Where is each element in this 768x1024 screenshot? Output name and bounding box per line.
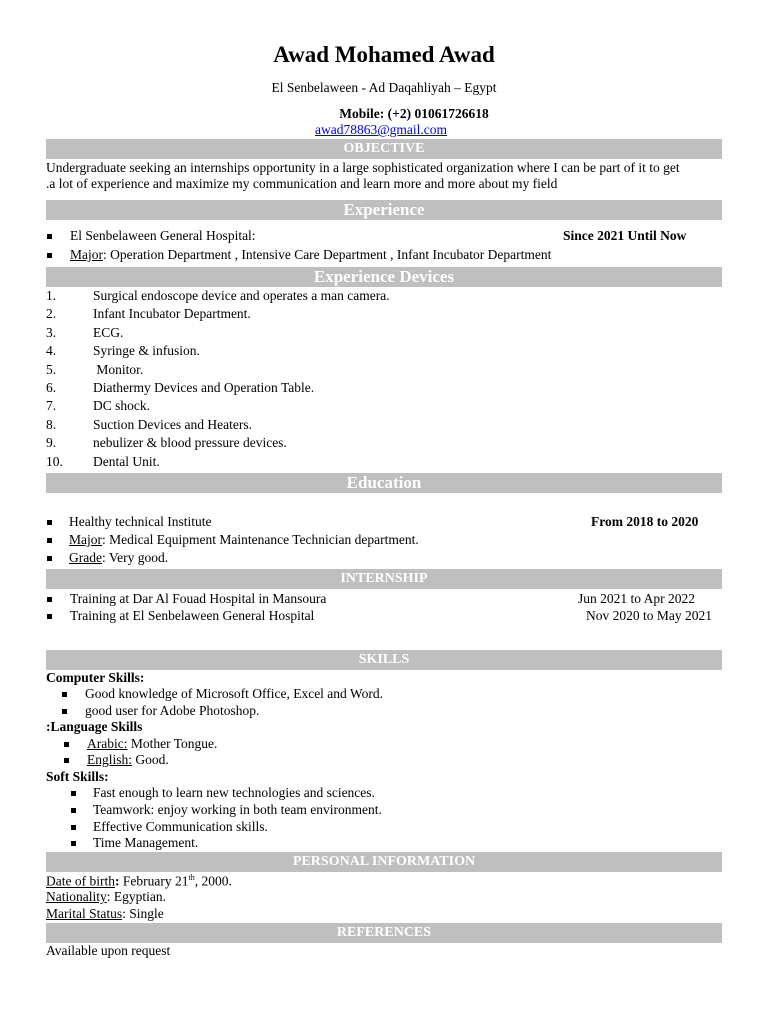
education-institute: Healthy technical Institute (69, 514, 212, 529)
device-number: 7. (46, 398, 57, 413)
bullet-icon (71, 825, 76, 830)
computer-skill-item: good user for Adobe Photoshop. (85, 703, 260, 718)
bullet-icon (62, 709, 67, 714)
experience-period: Since 2021 Until Now (563, 228, 687, 243)
internship-item: Training at Dar Al Fouad Hospital in Mansoura (70, 591, 327, 606)
soft-skills-heading: Soft Skills: (46, 769, 109, 784)
soft-skill-item: Time Management. (93, 835, 199, 850)
bullet-icon (64, 742, 69, 747)
english-value: Good. (132, 752, 169, 767)
experience-major-value: : Operation Department , Intensive Care Department , Infant Incubator Department (103, 247, 552, 262)
soft-skill-item: Fast enough to learn new technologies and sciences. (93, 785, 375, 800)
device-item: Diathermy Devices and Operation Table. (93, 380, 315, 395)
device-item: Syringe & infusion. (93, 343, 200, 358)
internship-period: Jun 2021 to Apr 2022 (578, 591, 696, 606)
experience-major (70, 247, 551, 263)
objective-line-2: .a lot of experience and maximize my communication and learn more and more about my field (46, 176, 558, 191)
marital-value: : Single (122, 906, 164, 921)
internship-header: INTERNSHIP (46, 569, 722, 589)
language-english (87, 752, 169, 768)
device-number: 2. (46, 306, 57, 321)
nationality-label: Nationality (46, 889, 107, 904)
dob-sup: th (188, 873, 195, 882)
bullet-icon (47, 538, 52, 543)
personal-info-header: PERSONAL INFORMATION (46, 852, 722, 872)
device-number: 4. (46, 343, 57, 358)
device-number: 9. (46, 435, 57, 450)
soft-skill-item: Effective Communication skills. (93, 819, 268, 834)
education-grade-label: Grade (69, 550, 102, 565)
bullet-icon (64, 758, 69, 763)
references-header: REFERENCES (46, 923, 722, 943)
english-label: English: (87, 752, 133, 767)
education-major-label: Major (69, 532, 102, 547)
dob-value-post: , 2000. (194, 873, 232, 889)
education-period: From 2018 to 2020 (591, 514, 699, 529)
education-grade (69, 550, 168, 566)
education-header: Education (46, 473, 722, 493)
language-arabic (87, 736, 217, 752)
marital-label: Marital Status (46, 906, 123, 921)
references-text: Available upon request (46, 943, 171, 958)
nationality-value: : Egyptian. (106, 889, 166, 904)
device-item: ECG. (93, 325, 124, 340)
device-item: Monitor. (93, 362, 144, 377)
device-number: 6. (46, 380, 57, 395)
dob-label: Date of birth (46, 873, 115, 889)
bullet-icon (62, 692, 67, 697)
bullet-icon (47, 597, 52, 602)
address: El Senbelaween - Ad Daqahliyah – Egypt (271, 80, 497, 95)
device-number: 5. (46, 362, 57, 377)
date-of-birth (46, 873, 232, 890)
device-number: 8. (46, 417, 57, 432)
mobile-number: Mobile: (+2) 01061726618 (339, 106, 489, 121)
bullet-icon (71, 841, 76, 846)
bullet-icon (47, 253, 52, 258)
marital-status (46, 906, 164, 922)
education-major (69, 532, 419, 548)
education-major-value: : Medical Equipment Maintenance Technician department. (102, 532, 419, 547)
bullet-icon (71, 808, 76, 813)
email-link[interactable]: awad78863@gmail.com (315, 122, 448, 137)
dob-colon: : (114, 873, 120, 889)
arabic-label: Arabic: (87, 736, 128, 751)
dob-value-pre: February 21 (119, 873, 189, 889)
experience-place: El Senbelaween General Hospital: (70, 228, 256, 243)
device-item: Infant Incubator Department. (93, 306, 251, 321)
devices-header: Experience Devices (46, 267, 722, 287)
experience-header: Experience (46, 200, 722, 220)
bullet-icon (71, 791, 76, 796)
computer-skill-item: Good knowledge of Microsoft Office, Excel and Word. (85, 686, 383, 701)
device-item: nebulizer & blood pressure devices. (93, 435, 287, 450)
bullet-icon (47, 614, 52, 619)
device-item: Surgical endoscope device and operates a man camera. (93, 288, 390, 303)
device-item: Dental Unit. (93, 454, 160, 469)
skills-header: SKILLS (46, 650, 722, 670)
objective-header: OBJECTIVE (46, 139, 722, 159)
device-number: 3. (46, 325, 57, 340)
experience-major-label: Major (70, 247, 103, 262)
bullet-icon (47, 520, 52, 525)
candidate-name: Awad Mohamed Awad (273, 42, 495, 67)
bullet-icon (47, 556, 52, 561)
arabic-value: Mother Tongue. (127, 736, 218, 751)
device-number: 1. (46, 288, 57, 303)
nationality (46, 889, 166, 905)
language-skills-heading: :Language Skills (46, 719, 143, 734)
computer-skills-heading: Computer Skills: (46, 670, 145, 685)
device-item: DC shock. (93, 398, 150, 413)
internship-period: Nov 2020 to May 2021 (586, 608, 712, 623)
device-item: Suction Devices and Heaters. (93, 417, 252, 432)
objective-line-1: Undergraduate seeking an internships opportunity in a large sophisticated organization where I can be part of it to get (46, 160, 680, 175)
device-number: 10. (46, 454, 63, 469)
education-grade-value: : Very good. (101, 550, 169, 565)
soft-skill-item: Teamwork: enjoy working in both team environment. (93, 802, 382, 817)
bullet-icon (47, 234, 52, 239)
internship-item: Training at El Senbelaween General Hospital (70, 608, 315, 623)
